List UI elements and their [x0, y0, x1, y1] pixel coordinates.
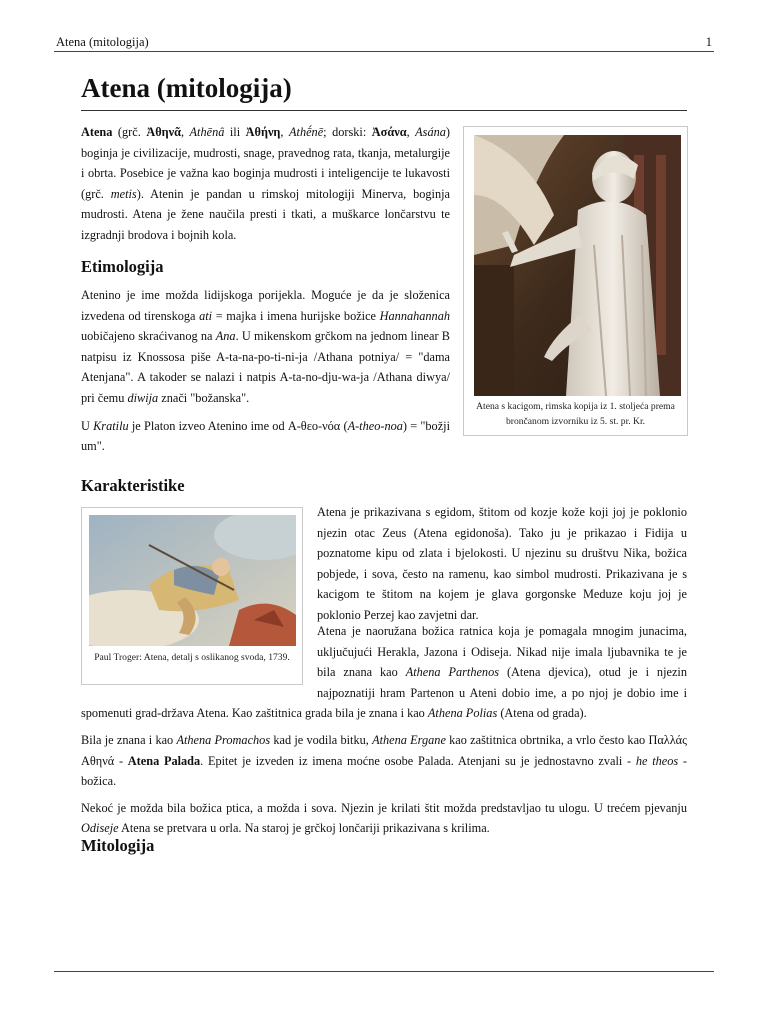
- karakteristike-paragraph-1: Atena je prikazivana s egidom, štitom od kozje kože koji joj je poklonio njezin otac Zeus (Atena egidonoša). Tako ju je prikazao i Fidija u poznatome kipu od zlata i bjelokosti. U njezinu su društvu Nika, božica pobjede, i sova, često na ramenu, kao simbol mudrosti. Prikazivana je s kacigom te štitom na kojem je glava gorgonske Meduze koju joj je poklonio Perzej kao zavjetni dar.: [317, 505, 687, 622]
- page-number: 1: [705, 35, 712, 49]
- footer-rule: [54, 971, 714, 972]
- intro-paragraph: Atena (grč. Ἀθηνᾶ, Athēnâ ili Ἀθήνη, Athḗnē; dorski: Ἀσάνα, Asána) boginja je civilizacije, mudrosti, snage, pravednog rata, tkanja, metalurgije i obrta. Posebice je važna kao boginja mudrosti i inteligencije te lukavosti (grč. metis). Atenin je pandan u rimskoj mitologiji Minerva, boginja mudrosti. Atena je žene naučila presti i tkati, a muškarce lončarstvu te izgradnji brodova i bojnih kola.: [81, 125, 451, 242]
- heading-mitologija: Mitologija: [81, 836, 155, 855]
- intro-section: [81, 122, 450, 246]
- athena-statue-image: [474, 135, 681, 396]
- figure-athena-statue: [463, 126, 688, 436]
- intro-name: Atena: [81, 125, 113, 139]
- statue-caption: Atena s kacigom, rimska kopija iz 1. stoljeća prema brončanom izvorniku iz 5. st. pr. Kr.: [476, 401, 675, 427]
- karakteristike-main: [81, 621, 687, 839]
- karakteristike-right-column: [317, 502, 687, 626]
- etimologija-paragraph-1: Atenino je ime možda lidijskoga porijekla. Moguće je da je složenica izvedena od tirenskoga ati = majka i imena hurijske božice Hannahannah uobičajeno skraćivanog na Ana. U mikenskom grčkom na jednom linear B natpisu iz Knossosa piše A-ta-na-po-ti-ni-ja /Athana potniya/ = "dama Atenjana". A takoder se nalazi i natpis A-ta-no-dju-wa-ja /Athana diwya/ pri čemu diwija znači "božanska".: [81, 288, 451, 405]
- running-title: Atena (mitologija): [56, 35, 149, 49]
- karakteristike-paragraph-4: Nekoć je možda bila božica ptica, a možda i sova. Njezin je krilati štit možda predstavljao tu ulogu. U trećem pjevanju Odiseje Atena se pretvara u orla. Na staroj je grčkoj lončariji prikazivana s krilima.: [81, 800, 687, 836]
- etimologija-section: [81, 285, 450, 457]
- etimologija-paragraph-2: U Kratilu je Platon izveo Atenino ime od Α-θεο-νόα (A-theo-noa) = "božji um".: [81, 418, 450, 454]
- fresco-caption: Paul Troger: Atena, detalj s oslikanog svoda, 1739.: [94, 652, 290, 663]
- page-title: Atena (mitologija): [81, 70, 687, 111]
- karakteristike-paragraph-3: Bila je znana i kao Athena Promachos kad je vodila bitku, Athena Ergane kao zaštitnica obrtnika, a vrlo često kao Παλλάς Αθηνά - Atena Palada. Epitet je izveden iz imena moćne osobe Palada. Atenjani su je jednostavno zvali - he theos - božica.: [81, 732, 688, 789]
- karakteristike-paragraph-2: Atena je naoružana božica ratnica koja je pomagala mnogim junacima, uključujući Herakla, Jazona i Odiseja. Nikad nije imala ljubavnika te je bila znana kao Athena Parthenos (Atena djevica), otud je i njezin najpoznatiji hram Partenon u Ateni dobio ime, a po njoj je dobio ime i spomenuti grad-država Atena. Kao zaštitnica grada bila je znana i kao Athena Polias (Atena od grada).: [81, 624, 687, 721]
- running-header: [54, 35, 714, 52]
- heading-karakteristike: Karakteristike: [81, 476, 185, 495]
- fresco-float-spacer: [81, 621, 317, 687]
- heading-etimologija: Etimologija: [81, 257, 164, 276]
